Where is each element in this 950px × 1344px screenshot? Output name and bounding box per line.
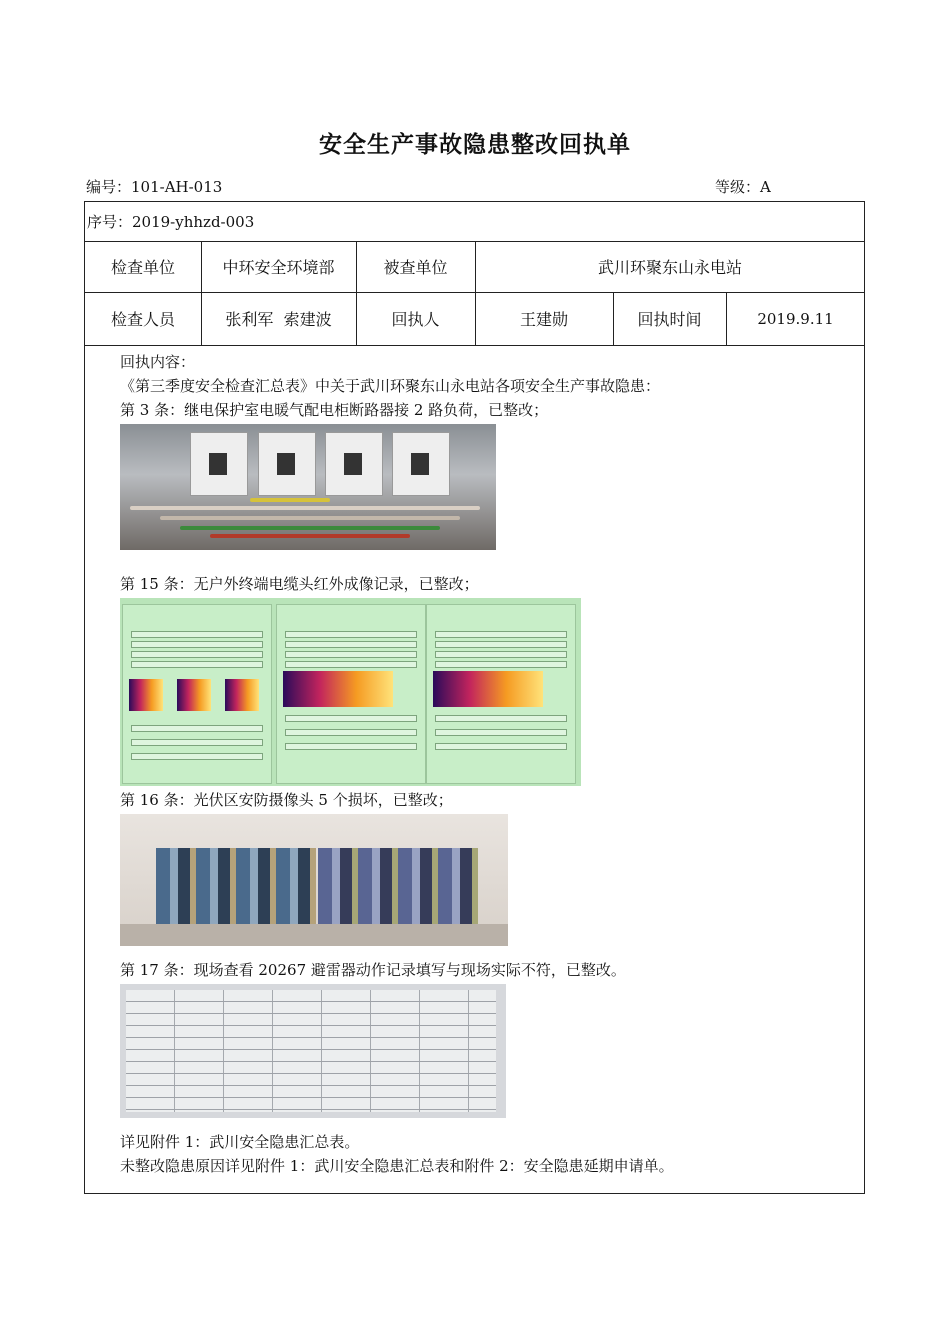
document-grade: 等级：A [715,178,771,196]
label-inspect-unit: 检查单位 [110,258,175,277]
cabinet-photo [120,424,496,550]
document-title: 安全生产事故隐患整改回执单 [319,132,631,158]
label-receipt-time: 回执时间 [637,310,702,329]
infrared-report-photo [120,598,581,786]
note-attachment-1: 详见附件 1：武川安全隐患汇总表。 [120,1133,360,1151]
arrester-record-photo [120,984,506,1118]
label-inspected-unit: 被查单位 [383,258,448,277]
inspect-unit: 中环安全环境部 [222,258,335,277]
label-receipt-person: 回执人 [391,310,440,329]
row-divider [85,345,864,346]
receipt-time: 2019.9.11 [757,309,834,328]
content-intro: 《第三季度安全检查汇总表》中关于武川环聚东山永电站各项安全生产事故隐患： [120,377,661,395]
document-number: 编号：101-AH-013 [86,178,223,196]
item-16: 第 16 条：光伏区安防摄像头 5 个损坏，已整改； [120,791,453,809]
note-attachment-2: 未整改隐患原因详见附件 1：武川安全隐患汇总表和附件 2：安全隐患延期申请单。 [120,1157,674,1175]
content-heading: 回执内容： [120,353,196,371]
inspectors: 张利军 索建波 [225,310,332,329]
item-3: 第 3 条：继电保护室电暖气配电柜断路器接 2 路负荷，已整改； [120,401,549,419]
video-wall-photo [120,814,508,946]
serial-number: 序号：2019-yhhzd-003 [87,213,255,231]
receipt-form [84,201,865,1194]
inspected-unit: 武川环聚东山永电站 [597,258,742,277]
receipt-person: 王建勋 [519,310,568,329]
label-inspectors: 检查人员 [110,310,175,329]
receipt-content [120,350,860,1178]
item-15: 第 15 条：无户外终端电缆头红外成像记录，已整改； [120,575,479,593]
item-17: 第 17 条：现场查看 20267 避雷器动作记录填写与现场实际不符，已整改。 [120,961,626,979]
